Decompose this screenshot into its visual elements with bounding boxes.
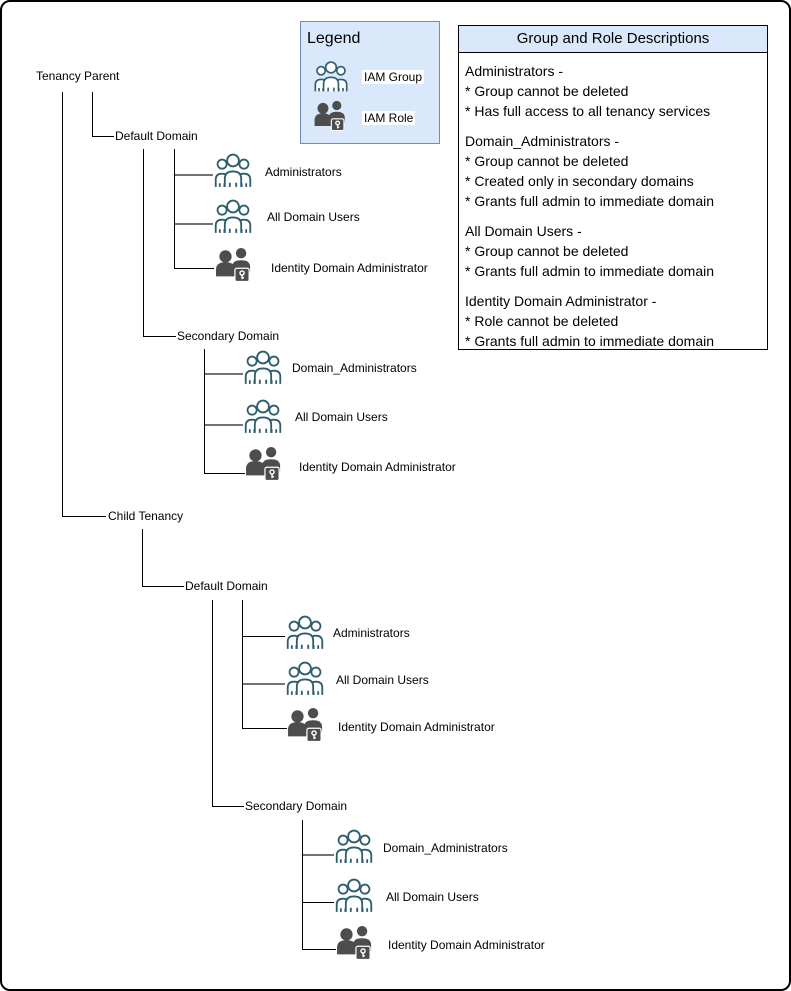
section-heading: Administrators - [465, 63, 564, 79]
description-section [465, 291, 761, 351]
description-section [465, 131, 761, 211]
node-default-domain-child: Default Domain [185, 579, 268, 593]
connector-line [242, 728, 287, 729]
section-bullet: * Grants full admin to immediate domain [465, 263, 714, 279]
iam-group-icon [312, 60, 350, 93]
iam-group-icon [334, 877, 374, 914]
connector-line [204, 349, 205, 474]
section-bullet: * Group cannot be deleted [465, 153, 629, 169]
node-label: Identity Domain Administrator [271, 261, 428, 275]
section-heading: Domain_Administrators - [465, 133, 620, 149]
iam-role-icon [336, 925, 374, 960]
connector-line [243, 636, 285, 637]
connector-line [92, 92, 93, 136]
iam-group-icon [285, 614, 325, 651]
node-label: All Domain Users [336, 673, 429, 687]
iam-group-icon [334, 828, 374, 865]
legend-title: Legend [307, 30, 361, 47]
connector-line [303, 902, 334, 903]
node-label: Administrators [333, 626, 410, 640]
iam-group-icon [213, 152, 253, 189]
iam-group-icon [243, 349, 283, 386]
section-bullet: * Group cannot be deleted [465, 83, 629, 99]
descriptions-title: Group and Role Descriptions [459, 26, 767, 53]
connector-line [143, 149, 144, 336]
connector-line [303, 854, 334, 856]
connector-line [142, 529, 143, 587]
node-label: Domain_Administrators [292, 361, 417, 375]
connector-line [143, 336, 176, 337]
connector-line [142, 586, 184, 587]
connector-line [175, 174, 213, 176]
node-label: All Domain Users [295, 410, 388, 424]
node-child-tenancy: Child Tenancy [108, 509, 184, 523]
iam-group-icon [243, 398, 283, 435]
legend-item-label: IAM Role [364, 111, 414, 125]
descriptions-body [459, 53, 767, 351]
legend-item-label: IAM Group [364, 70, 423, 84]
connector-line [242, 600, 243, 729]
node-tenancy-parent: Tenancy Parent [36, 69, 120, 83]
node-label: All Domain Users [386, 890, 479, 904]
connector-line [212, 806, 244, 807]
node-label: Identity Domain Administrator [299, 460, 456, 474]
section-bullet: * Role cannot be deleted [465, 313, 619, 329]
section-bullet: * Group cannot be deleted [465, 243, 629, 259]
connector-line [92, 136, 114, 137]
node-label: All Domain Users [267, 210, 360, 224]
section-bullet: * Grants full admin to immediate domain [465, 193, 714, 209]
node-secondary-domain-parent: Secondary Domain [177, 329, 280, 343]
connector-line [62, 92, 63, 516]
description-section [465, 61, 761, 121]
connector-line [302, 820, 303, 950]
connector-line [212, 600, 213, 807]
section-bullet: * Grants full admin to immediate domain [465, 333, 714, 349]
iam-role-icon [245, 446, 283, 481]
connector-line [174, 268, 214, 269]
connector-line [302, 949, 336, 950]
descriptions-box [458, 25, 768, 350]
connector-line [205, 373, 243, 375]
node-label: Administrators [265, 165, 342, 179]
iam-group-icon [285, 660, 325, 697]
section-heading: All Domain Users - [465, 223, 582, 239]
node-secondary-domain-child: Secondary Domain [245, 799, 348, 813]
connector-line [174, 149, 175, 269]
iam-role-icon [287, 707, 325, 742]
connector-line [62, 516, 106, 517]
node-label: Domain_Administrators [383, 841, 508, 855]
section-heading: Identity Domain Administrator - [465, 293, 657, 309]
node-default-domain-parent: Default Domain [115, 129, 198, 143]
connector-line [204, 473, 245, 474]
node-label: Identity Domain Administrator [338, 720, 495, 734]
legend-box [300, 21, 440, 144]
connector-line [243, 683, 285, 685]
node-label: Identity Domain Administrator [388, 938, 545, 952]
iam-group-icon [213, 198, 253, 235]
section-bullet: * Created only in secondary domains [465, 173, 694, 189]
iam-role-icon [313, 100, 348, 131]
description-section [465, 221, 761, 281]
connector-line [175, 223, 213, 225]
connector-line [205, 424, 243, 426]
iam-role-icon [215, 247, 253, 282]
section-bullet: * Has full access to all tenancy services [465, 103, 711, 119]
